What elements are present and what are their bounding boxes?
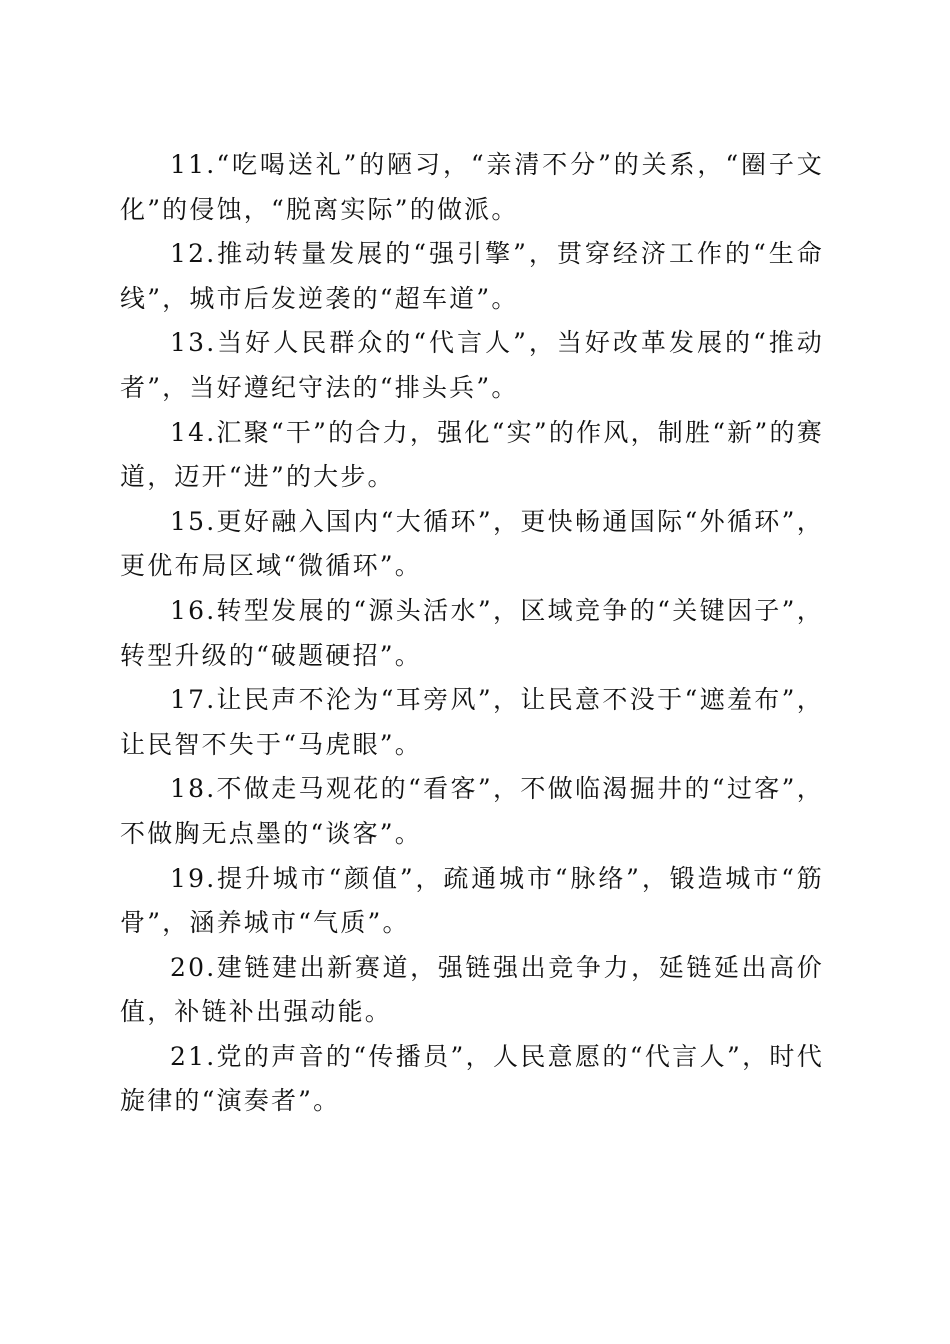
paragraph-14: 14.汇聚“干”的合力，强化“实”的作风，制胜“新”的赛道，迈开“进”的大步。 xyxy=(120,417,824,492)
paragraph-20: 20.建链建出新赛道，强链强出竞争力，延链延出高价值，补链补出强动能。 xyxy=(120,952,824,1027)
paragraph-13: 13.当好人民群众的“代言人”，当好改革发展的“推动者”，当好遵纪守法的“排头兵”。 xyxy=(120,328,824,402)
document-body xyxy=(120,143,824,1124)
paragraph-15: 15.更好融入国内“大循环”，更快畅通国际“外循环”，更优布局区域“微循环”。 xyxy=(120,506,824,581)
paragraph-16: 16.转型发展的“源头活水”，区域竞争的“关键因子”，转型升级的“破题硬招”。 xyxy=(120,595,824,670)
paragraph-12: 12.推动转量发展的“强引擎”，贯穿经济工作的“生命线”，城市后发逆袭的“超车道”。 xyxy=(120,239,824,313)
paragraph-17: 17.让民声不沦为“耳旁风”，让民意不没于“遮羞布”，让民智不失于“马虎眼”。 xyxy=(120,685,824,759)
paragraph-19: 19.提升城市“颜值”，疏通城市“脉络”，锻造城市“筋骨”，涵养城市“气质”。 xyxy=(120,863,824,938)
paragraph-18: 18.不做走马观花的“看客”，不做临渴掘井的“过客”，不做胸无点墨的“谈客”。 xyxy=(120,774,824,848)
paragraph-11: 11.“吃喝送礼”的陋习，“亲清不分”的关系，“圈子文化”的侵蚀，“脱离实际”的做派。 xyxy=(120,150,824,224)
paragraph-21: 21.党的声音的“传播员”，人民意愿的“代言人”，时代旋律的“演奏者”。 xyxy=(120,1041,824,1116)
